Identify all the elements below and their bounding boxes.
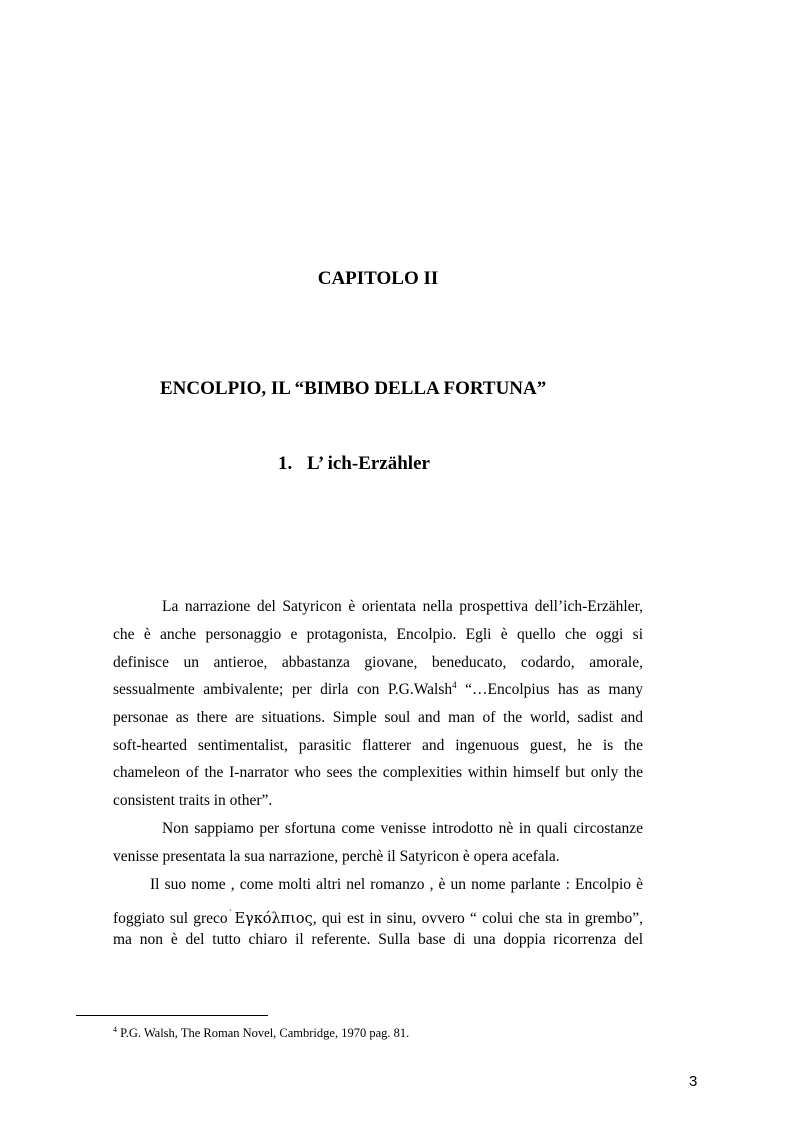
page-number: 3 — [689, 1073, 698, 1090]
chapter-title: CAPITOLO II — [317, 268, 439, 289]
body-text-span: “…Encolpius has as many — [456, 681, 643, 698]
body-line: venisse presentata la sua narrazione, perchè il Satyricon è opera acefala. — [113, 848, 560, 865]
body-line: Non sappiamo per sfortuna come venisse introdotto nè in quali circostanze — [162, 820, 643, 837]
footnote-text: P.G. Walsh, The Roman Novel, Cambridge, 1970 pag. 81. — [117, 1026, 410, 1040]
body-line: ma non è del tutto chiaro il referente. Sulla base di una doppia ricorrenza del — [113, 931, 643, 948]
body-line: soft-hearted sentimentalist, parasitic flatterer and ingenuous guest, he is the — [113, 737, 643, 754]
body-line: chameleon of the I-narrator who sees the complexities within himself but only the — [113, 764, 643, 781]
accent-mark: ˋ — [227, 908, 234, 918]
section-number: 1. — [278, 453, 293, 474]
body-line: definisce un antieroe, abbastanza giovane, beneducato, codardo, amorale, — [113, 654, 643, 671]
body-text-span: foggiato sul greco — [113, 910, 228, 927]
chapter-subtitle: ENCOLPIO, IL “BIMBO DELLA FORTUNA” — [160, 378, 547, 399]
footnote-reference: 4 — [452, 680, 457, 690]
section-title: L’ ich-Erzähler — [307, 453, 430, 474]
body-line: consistent traits in other”. — [113, 792, 273, 809]
body-text-span: sessualmente ambivalente; per dirla con P.G.Walsh — [113, 681, 453, 698]
footnote-number: 4 — [113, 1025, 117, 1034]
footnote — [113, 1026, 409, 1041]
footnote-separator — [76, 1015, 268, 1016]
body-line: personae as there are situations. Simple soul and man of the world, sadist and — [113, 709, 643, 726]
body-line — [113, 680, 643, 700]
greek-word: Εγκόλπιος — [234, 911, 313, 927]
body-line: Il suo nome , come molti altri nel romanzo , è un nome parlante : Encolpio è — [150, 876, 643, 893]
body-line: La narrazione del Satyricon è orientata nella prospettiva dell’ich-Erzähler, — [162, 598, 643, 615]
body-line — [113, 903, 644, 927]
body-text-span: , qui est in sinu, ovvero “ colui che sta in grembo”, — [312, 910, 644, 927]
body-line: che è anche personaggio e protagonista, Encolpio. Egli è quello che oggi si — [113, 626, 643, 643]
section-heading — [278, 453, 430, 475]
